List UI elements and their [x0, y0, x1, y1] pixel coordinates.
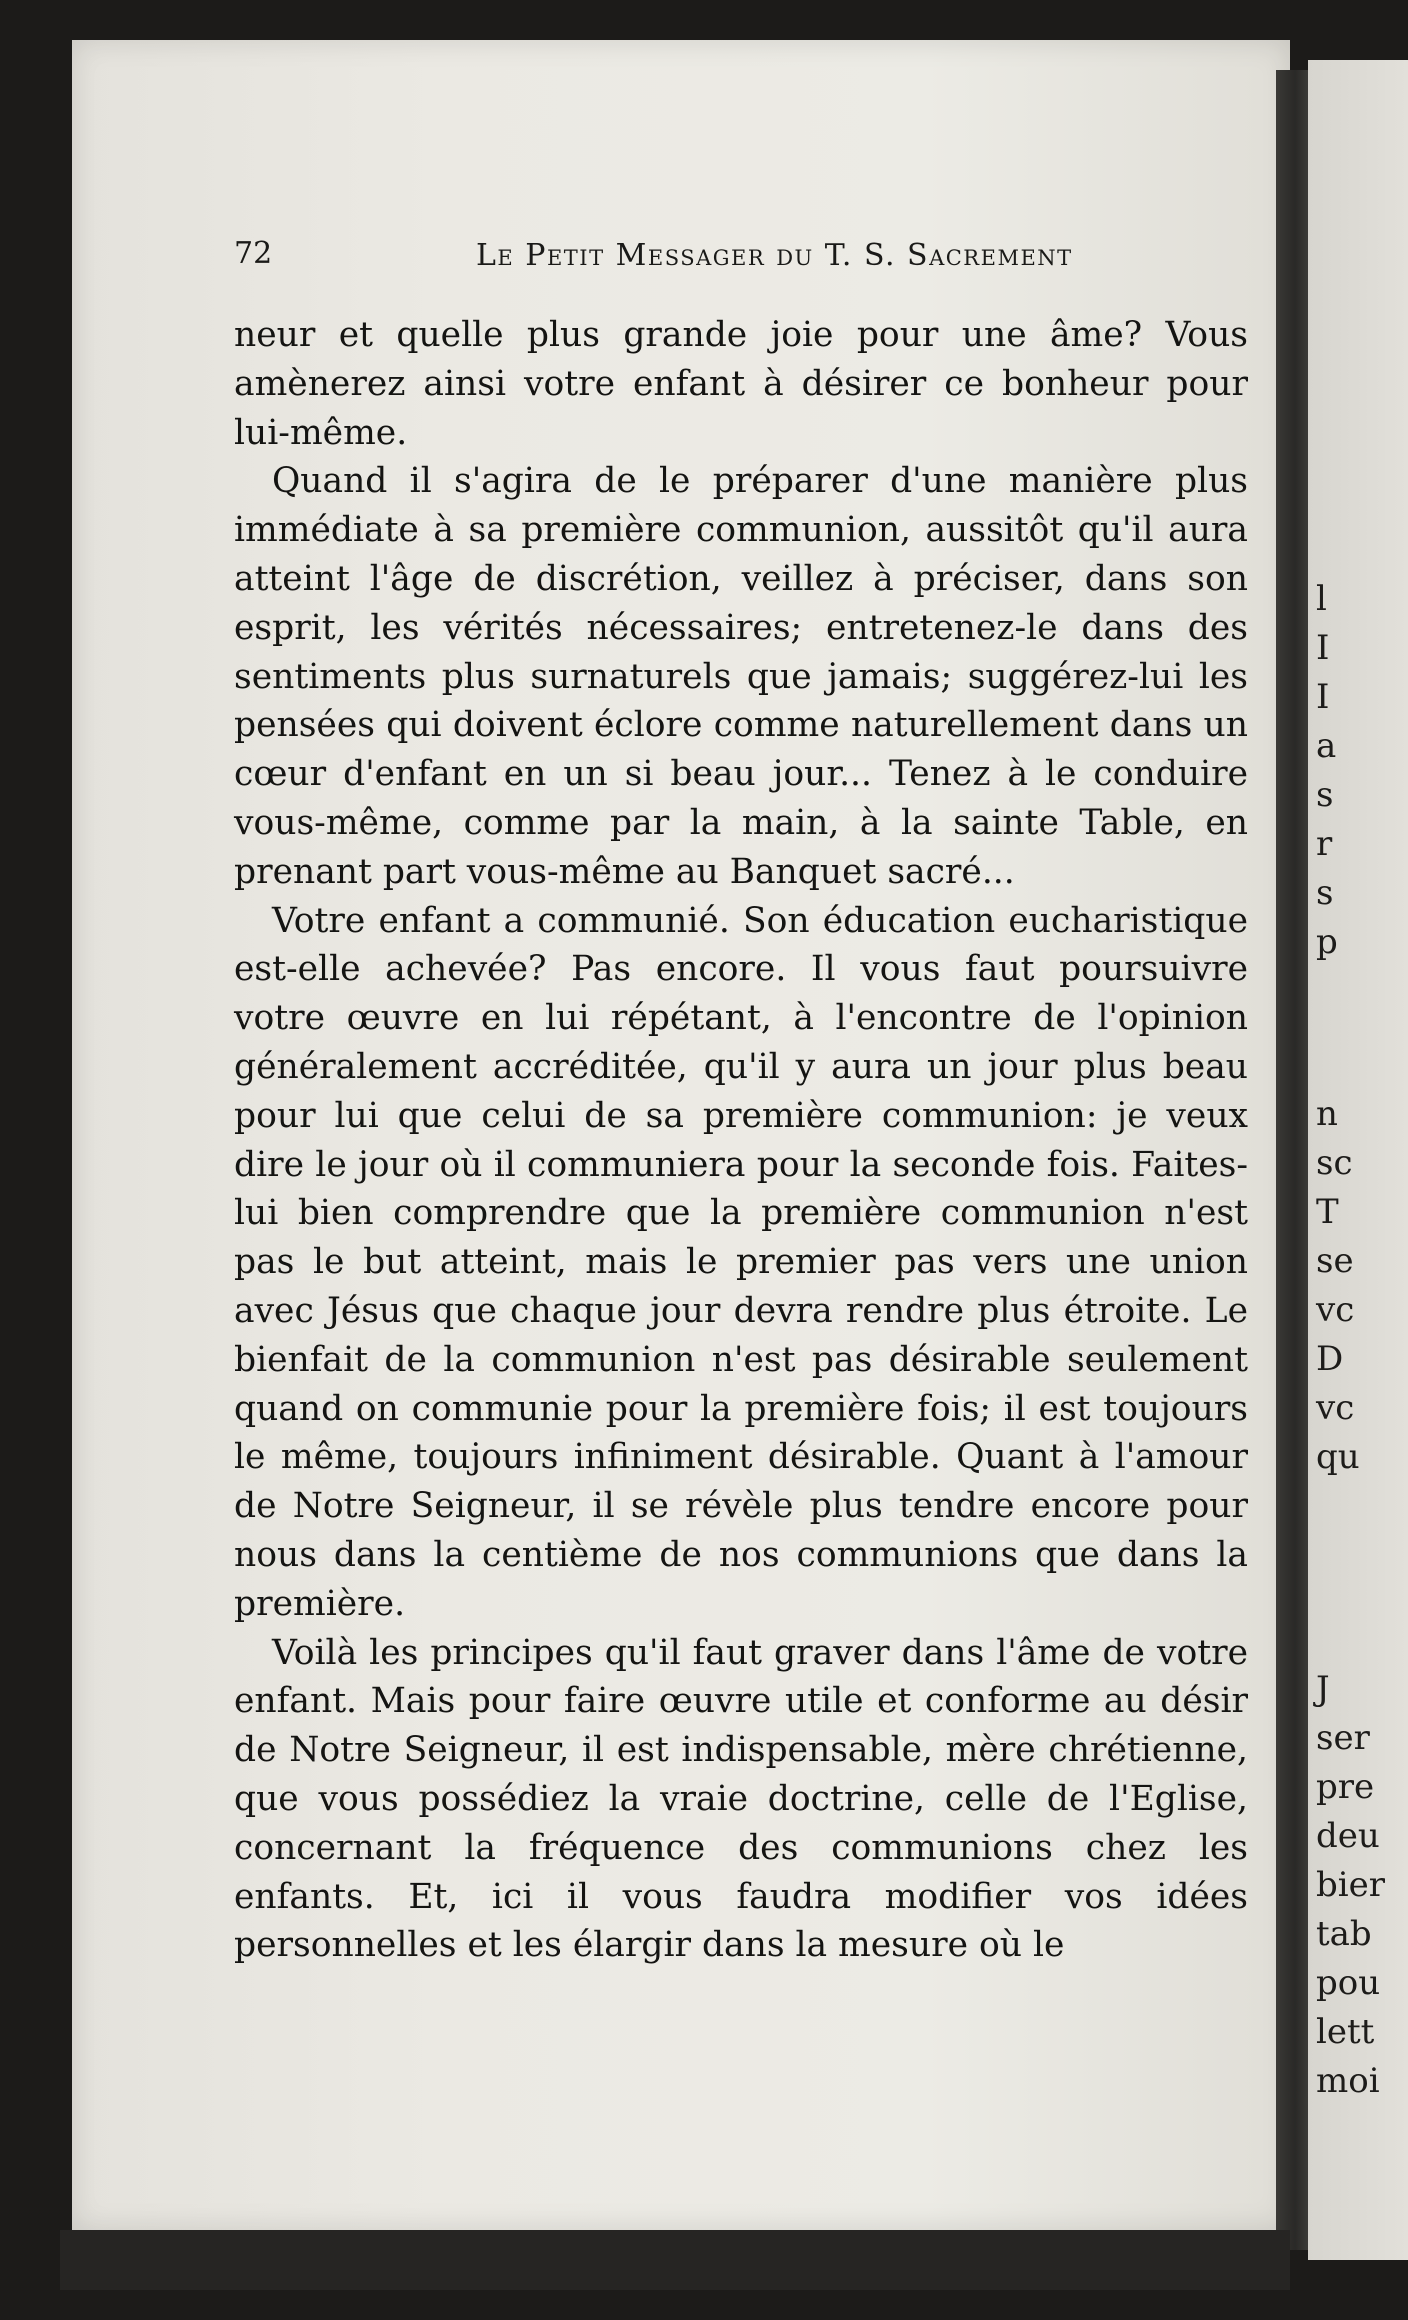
facing-page-line: r: [1316, 824, 1333, 864]
paragraph: Quand il s'agira de le préparer d'une manière plus immédiate à sa première communion, aussitôt qu'il aura atteint l'âge de discrétion, veillez à préciser, dans son esprit, les vérités nécessaires; entretenez-le dans des sentiments plus surnaturels que jamais; suggérez-lui les pensées qui doivent éclore comme naturellement dans un cœur d'enfant en un si beau jour... Tenez à le conduire vous-même, comme par la main, à la sainte Table, en prenant part vous-même au Banquet sacré...: [234, 461, 1248, 892]
facing-page-line: moi: [1316, 2061, 1380, 2101]
paragraph: Voilà les principes qu'il faut graver dans l'âme de votre enfant. Mais pour faire œuvre utile et conforme au désir de Notre Seigneur, il est indispensable, mère chrétienne, que vous possédiez la vraie doctrine, celle de l'Eglise, concernant la fréquence des communions chez les enfants. Et, ici il vous faudra modifier vos idées personnelles et les élargir dans la mesure où le: [234, 1632, 1248, 1966]
facing-page-line: p: [1316, 922, 1338, 962]
facing-page-line: pre: [1316, 1767, 1375, 1807]
page-bottom-shadow: [60, 2230, 1290, 2290]
facing-page-line: n: [1316, 1094, 1338, 1134]
facing-page-line: lett: [1316, 2012, 1375, 2052]
facing-page-fragment-a: [1316, 575, 1338, 967]
facing-page-line: se: [1316, 1241, 1354, 1281]
facing-page-fragment-c: [1316, 1665, 1385, 2106]
running-head: Le Petit Messager du T. S. Sacrement: [476, 238, 1073, 273]
facing-page-line: vc: [1316, 1290, 1355, 1330]
book-gutter: [1276, 70, 1308, 2250]
page-header: [162, 236, 1082, 276]
facing-page-line: I: [1316, 677, 1330, 717]
facing-page-line: s: [1316, 775, 1334, 815]
facing-page-line: T: [1316, 1192, 1339, 1232]
facing-page-fragment-b: [1316, 1090, 1360, 1482]
body-text: [234, 311, 1248, 1970]
facing-page-line: tab: [1316, 1914, 1372, 1954]
facing-page-line: J: [1316, 1669, 1330, 1709]
facing-page-edge: [1308, 60, 1408, 2260]
facing-page-line: l: [1316, 579, 1327, 619]
facing-page-line: sc: [1316, 1143, 1353, 1183]
facing-page-line: vc: [1316, 1388, 1355, 1428]
facing-page-line: qu: [1316, 1437, 1360, 1477]
paragraph: Votre enfant a communié. Son éducation eucharistique est-elle achevée? Pas encore. Il vous faut poursuivre votre œuvre en lui répétant, à l'encontre de l'opinion généralement accréditée, qu'il y aura un jour plus beau pour lui que celui de sa première communion: je veux dire le jour où il communiera pour la seconde fois. Faites-lui bien comprendre que la première communion n'est pas le but atteint, mais le premier pas vers une union avec Jésus que chaque jour devra rendre plus étroite. Le bienfait de la communion n'est pas désirable seulement quand on communie pour la première fois; il est toujours le même, toujours infiniment désirable. Quant à l'amour de Notre Seigneur, il se révèle plus tendre encore pour nous dans la centième de nos communions que dans la première.: [234, 900, 1248, 1624]
facing-page-line: ser: [1316, 1718, 1370, 1758]
facing-page-line: I: [1316, 628, 1330, 668]
facing-page-line: a: [1316, 726, 1337, 766]
facing-page-line: pou: [1316, 1963, 1381, 2003]
facing-page-line: s: [1316, 873, 1334, 913]
page-number: 72: [234, 236, 273, 271]
paragraph: neur et quelle plus grande joie pour une âme? Vous amènerez ainsi votre enfant à désirer ce bonheur pour lui-même.: [234, 315, 1248, 453]
facing-page-line: D: [1316, 1339, 1344, 1379]
facing-page-line: deu: [1316, 1816, 1380, 1856]
facing-page-line: bier: [1316, 1865, 1386, 1905]
